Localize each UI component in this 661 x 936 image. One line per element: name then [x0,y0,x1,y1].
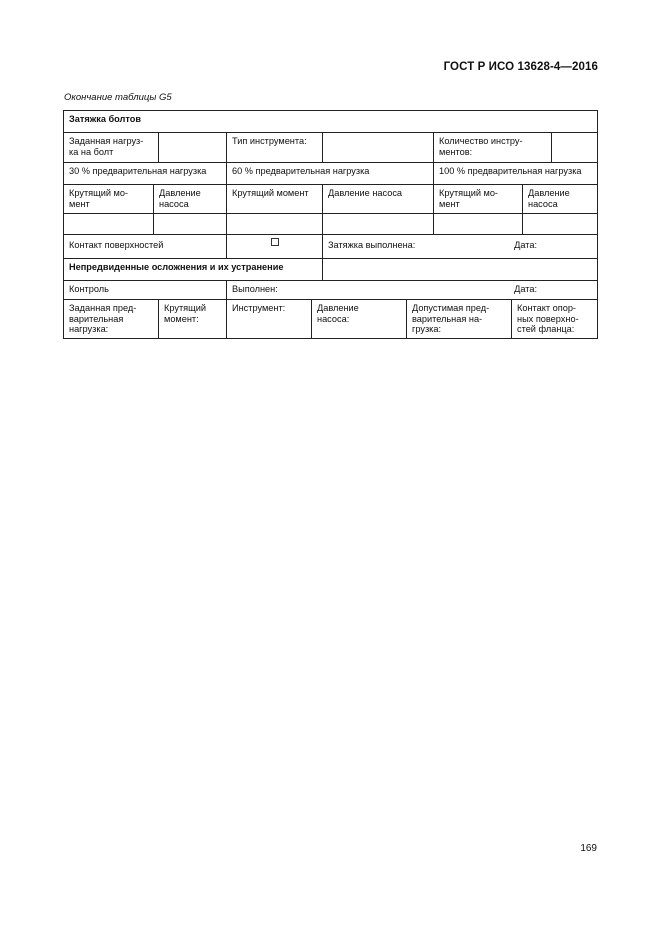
torque-100-label: Крутящий мо- мент [433,185,522,213]
unforeseen-complications-value[interactable] [322,259,597,280]
tightening-done-cell [322,235,597,258]
set-preload-label: Заданная пред- варительная нагрузка: [69,303,137,335]
tool-type-label: Тип инструмента: [226,133,322,162]
tool-count-label: Количество инстру- ментов: [433,133,551,162]
preload-per-bolt-label: Заданная нагруз- ка на болт [69,136,144,157]
pump-pressure-30-value[interactable] [153,214,226,234]
surface-contact-checkbox[interactable] [271,238,279,246]
document-header: ГОСТ Р ИСО 13628-4—2016 [443,61,598,73]
unforeseen-complications-header: Непредвиденные осложнения и их устранение [69,262,284,272]
pump-pressure-label: Давление насоса: [311,300,406,338]
torque-30-value[interactable] [64,214,153,234]
pump-pressure-30-label: Давление насоса [153,185,226,213]
pump-pressure-60-label: Давление насоса [322,185,433,213]
performed-cell [226,281,597,299]
preload-per-bolt-value[interactable] [158,133,226,162]
torque-60-value[interactable] [226,214,322,234]
pump-pressure-100-value[interactable] [522,214,597,234]
control-label: Контроль [69,284,109,294]
page-number: 169 [580,843,597,854]
tightening-done-label: Затяжка выполнена: [328,240,416,250]
flange-contact-label: Контакт опор- ных поверхно- стей фланца: [511,300,597,338]
torque-label: Крутящий момент: [158,300,226,338]
pump-pressure-100-label: Давление насоса [522,185,597,213]
pump-pressure-60-value[interactable] [322,214,433,234]
allowable-preload-label: Допустимая пред- варительная на- грузка: [406,300,511,338]
bolt-tightening-header: Затяжка болтов [69,114,142,124]
torque-100-value[interactable] [433,214,522,234]
surface-contact-label: Контакт поверхностей [69,240,164,250]
preload-60-label: 60 % предварительная нагрузка [226,163,433,184]
tool-label: Инструмент: [226,300,311,338]
surface-contact-cell [226,235,322,258]
tool-count-value[interactable] [551,133,597,162]
bolt-tightening-table [63,110,598,339]
tool-type-value[interactable] [322,133,433,162]
control-date-label: Дата: [514,284,537,294]
torque-30-label: Крутящий мо- мент [69,188,128,209]
torque-60-label: Крутящий момент [226,185,322,213]
table-caption: Окончание таблицы G5 [64,92,172,103]
tightening-date-label: Дата: [514,240,537,250]
preload-100-label: 100 % предварительная нагрузка [433,163,597,184]
performed-label: Выполнен: [232,284,278,294]
preload-30-label: 30 % предварительная нагрузка [69,166,207,176]
